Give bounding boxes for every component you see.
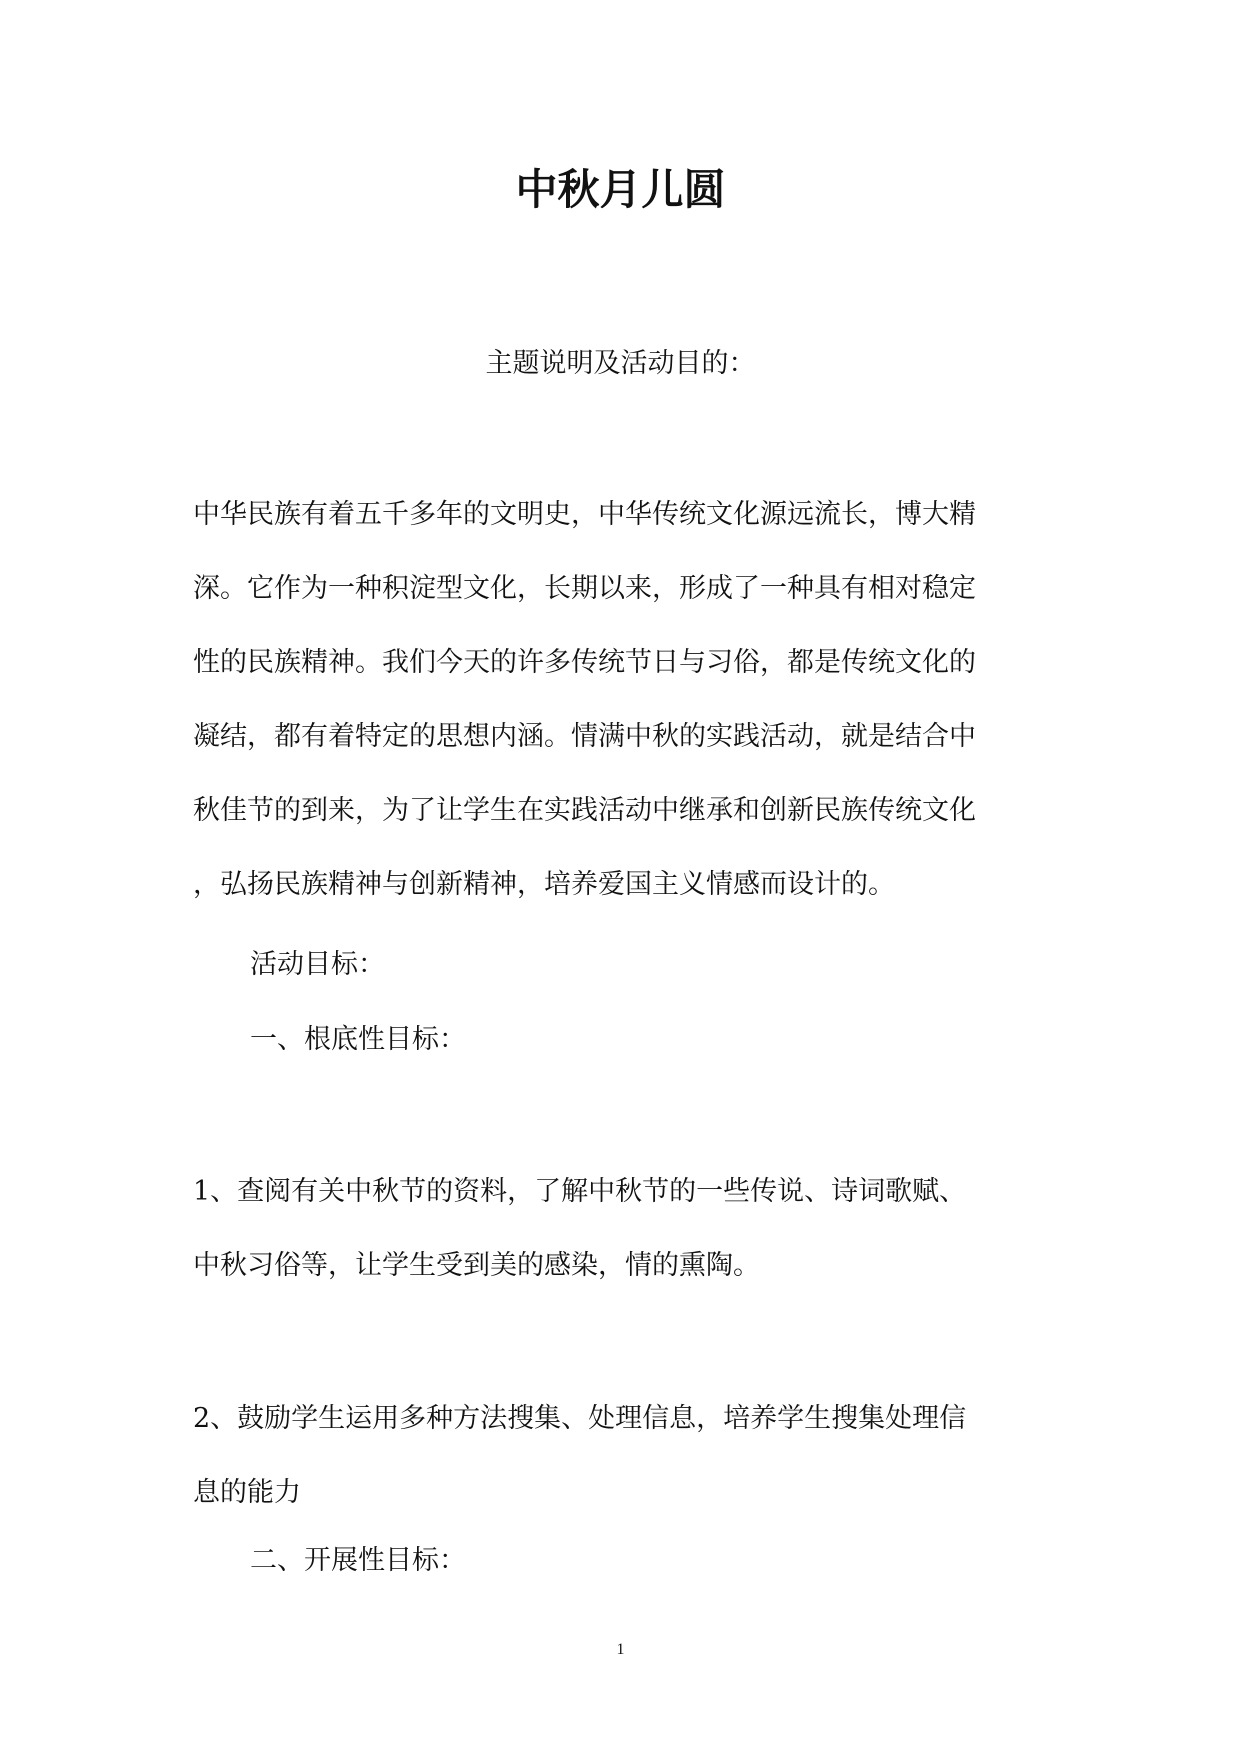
paragraph-line: 中华民族有着五千多年的文明史，中华传统文化源远流长，博大精 <box>193 499 976 530</box>
paragraph-line: 中秋习俗等，让学生受到美的感染，情的熏陶。 <box>193 1250 760 1281</box>
section-subtitle: 主题说明及活动目的： <box>485 348 756 379</box>
paragraph-line: 2、鼓励学生运用多种方法搜集、处理信息，培养学生搜集处理信 <box>193 1403 967 1434</box>
intro-paragraph <box>193 478 1043 922</box>
dev-goals-heading: 二、开展性目标： <box>250 1545 466 1576</box>
goal-item-2 <box>193 1382 1043 1530</box>
paragraph-line: 凝结，都有着特定的思想内涵。情满中秋的实践活动，就是结合中 <box>193 721 976 752</box>
paragraph-line: 秋佳节的到来，为了让学生在实践活动中继承和创新民族传统文化 <box>193 795 976 826</box>
goal-item-1 <box>193 1155 1043 1303</box>
paragraph-line: 息的能力 <box>193 1477 301 1508</box>
paragraph-line: ，弘扬民族精神与创新精神，培养爱国主义情感而设计的。 <box>193 869 895 900</box>
paragraph-line: 深。它作为一种积淀型文化，长期以来，形成了一种具有相对稳定 <box>193 573 976 604</box>
basic-goals-heading: 一、根底性目标： <box>250 1024 466 1055</box>
paragraph-line: 1、查阅有关中秋节的资料，了解中秋节的一些传说、诗词歌赋、 <box>193 1176 967 1207</box>
page-number: 1 <box>616 1641 625 1658</box>
page-title: 中秋月儿圆 <box>515 165 726 214</box>
paragraph-line: 性的民族精神。我们今天的许多传统节日与习俗，都是传统文化的 <box>193 647 976 678</box>
goals-heading: 活动目标： <box>250 949 385 980</box>
